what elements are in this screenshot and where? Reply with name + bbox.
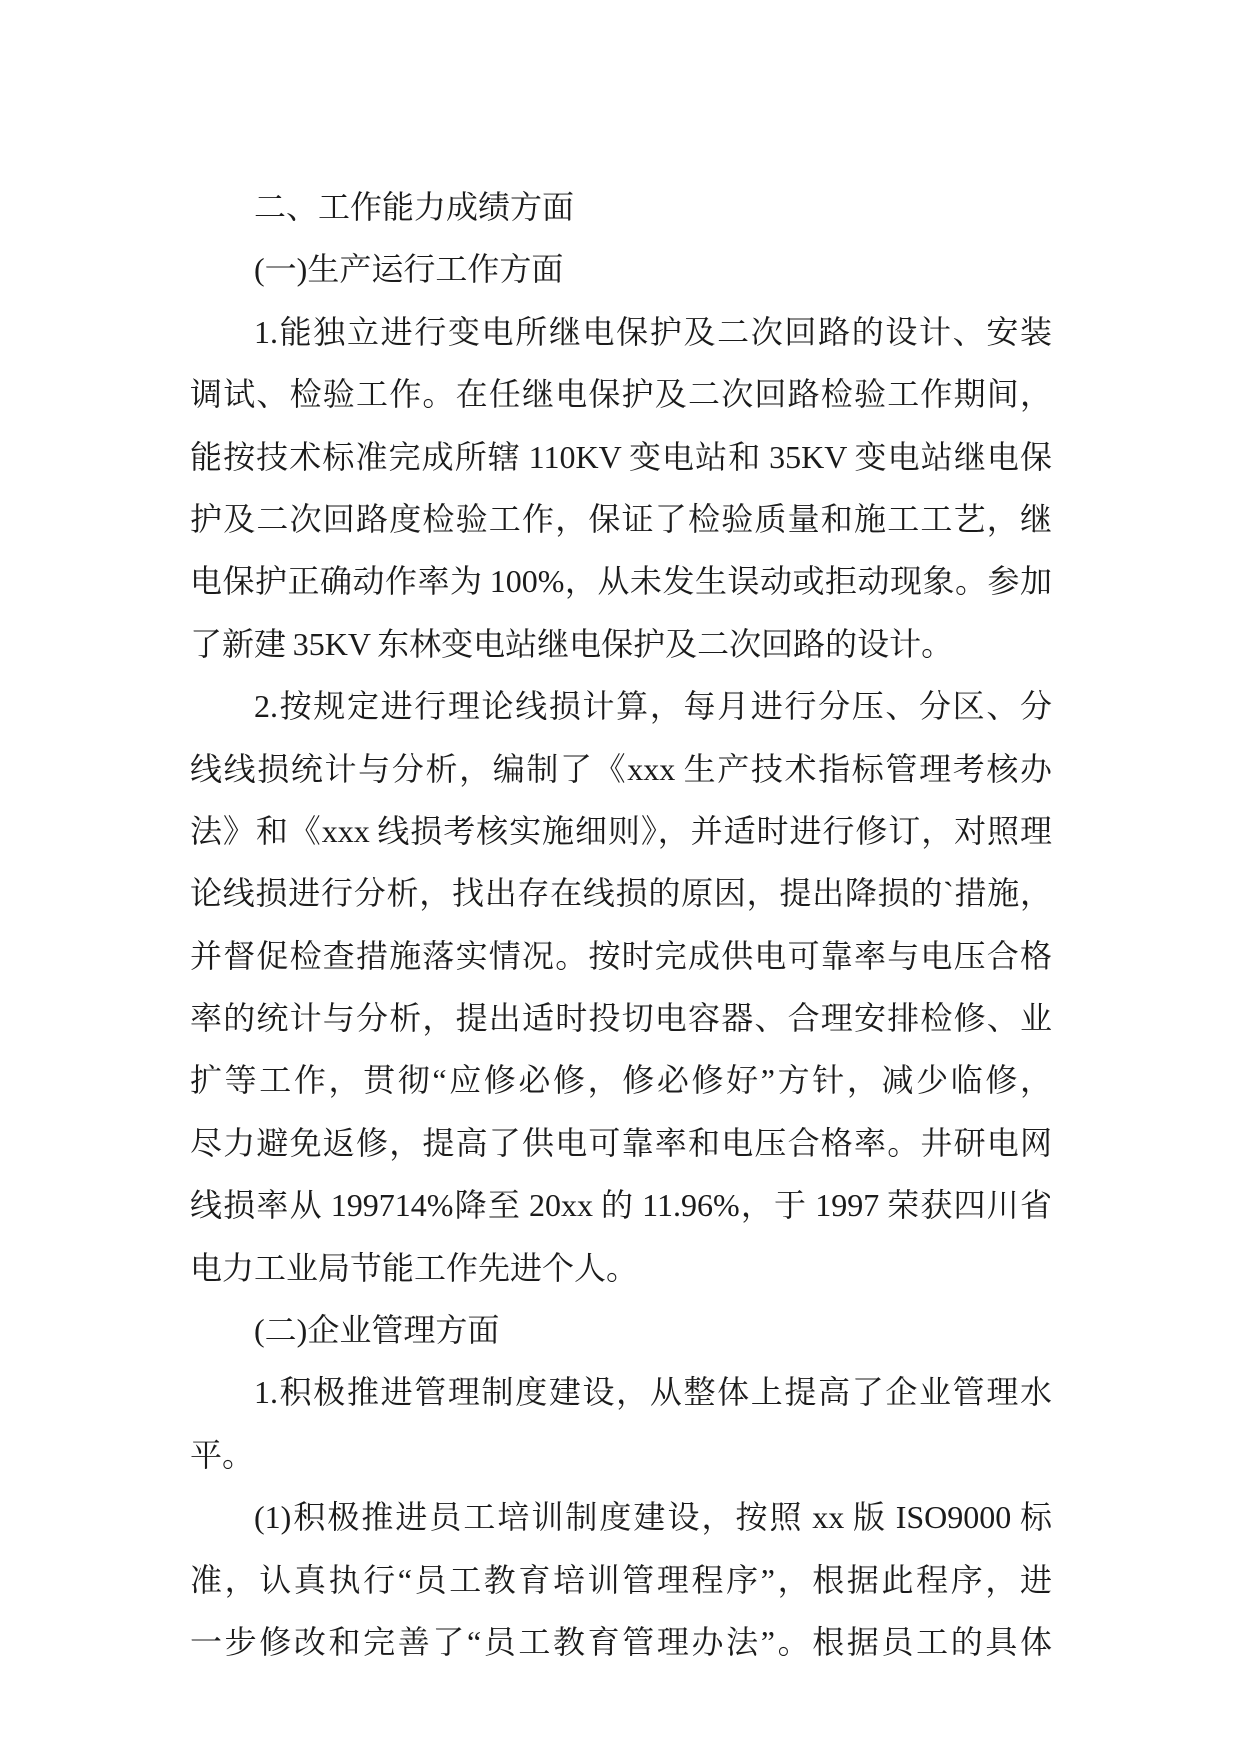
text-line: 平。 <box>190 1436 255 1473</box>
text-line: 线损率从 199714%降至 20xx 的 11.96%，于 1997 荣获四川省 <box>190 1187 1052 1224</box>
text-line: 电力工业局节能工作先进个人。 <box>190 1249 639 1286</box>
paragraph-line-loss <box>190 675 1052 1299</box>
text-line: 线线损统计与分析，编制了《xxx 生产技术指标管理考核办 <box>190 750 1052 787</box>
text-line: 扩等工作，贯彻“应修必修，修必修好”方针，减少临修， <box>190 1062 1052 1099</box>
text-line: 论线损进行分析，找出存在线损的原因，提出降损的`措施， <box>190 875 1052 912</box>
text-line: 了新建 35KV 东林变电站继电保护及二次回路的设计。 <box>190 625 954 662</box>
paragraph-staff-training <box>190 1486 1052 1673</box>
text-line: 能按技术标准完成所辖 110KV 变电站和 35KV 变电站继电保 <box>190 438 1052 475</box>
text-line: 尽力避免返修，提高了供电可靠率和电压合格率。井研电网 <box>190 1124 1052 1161</box>
text-line: 并督促检查措施落实情况。按时完成供电可靠率与电压合格 <box>190 937 1052 974</box>
section-heading-text: 二、工作能力成绩方面 <box>254 189 575 225</box>
section-heading <box>190 176 1052 238</box>
text-line: 法》和《xxx 线损考核实施细则》，并适时进行修订，对照理 <box>190 812 1052 849</box>
subsection-heading-text: (一)生产运行工作方面 <box>254 251 564 288</box>
text-line: 2.按规定进行理论线损计算，每月进行分压、分区、分 <box>254 688 1052 725</box>
text-line: 率的统计与分析，提出适时投切电容器、合理安排检修、业 <box>190 1000 1052 1037</box>
subsection-heading-text: (二)企业管理方面 <box>254 1312 500 1349</box>
text-line: 调试、检验工作。在任继电保护及二次回路检验工作期间， <box>190 376 1052 413</box>
text-line: 一步修改和完善了“员工教育管理办法”。根据员工的具体 <box>190 1623 1052 1660</box>
paragraph-relay-protection <box>190 301 1052 675</box>
text-line: (1)积极推进员工培训制度建设，按照 xx 版 ISO9000 标 <box>254 1499 1052 1536</box>
text-line: 1.积极推进管理制度建设，从整体上提高了企业管理水 <box>254 1374 1052 1411</box>
paragraph-management-system <box>190 1361 1052 1486</box>
text-line: 护及二次回路度检验工作，保证了检验质量和施工工艺，继 <box>190 500 1052 537</box>
subsection-heading-production <box>190 238 1052 300</box>
text-line: 1.能独立进行变电所继电保护及二次回路的设计、安装 <box>254 313 1052 350</box>
subsection-heading-management <box>190 1299 1052 1361</box>
text-line: 准，认真执行“员工教育培训管理程序”，根据此程序，进 <box>190 1561 1052 1598</box>
document-body <box>190 176 1052 1673</box>
text-line: 电保护正确动作率为 100%，从未发生误动或拒动现象。参加 <box>190 563 1052 600</box>
